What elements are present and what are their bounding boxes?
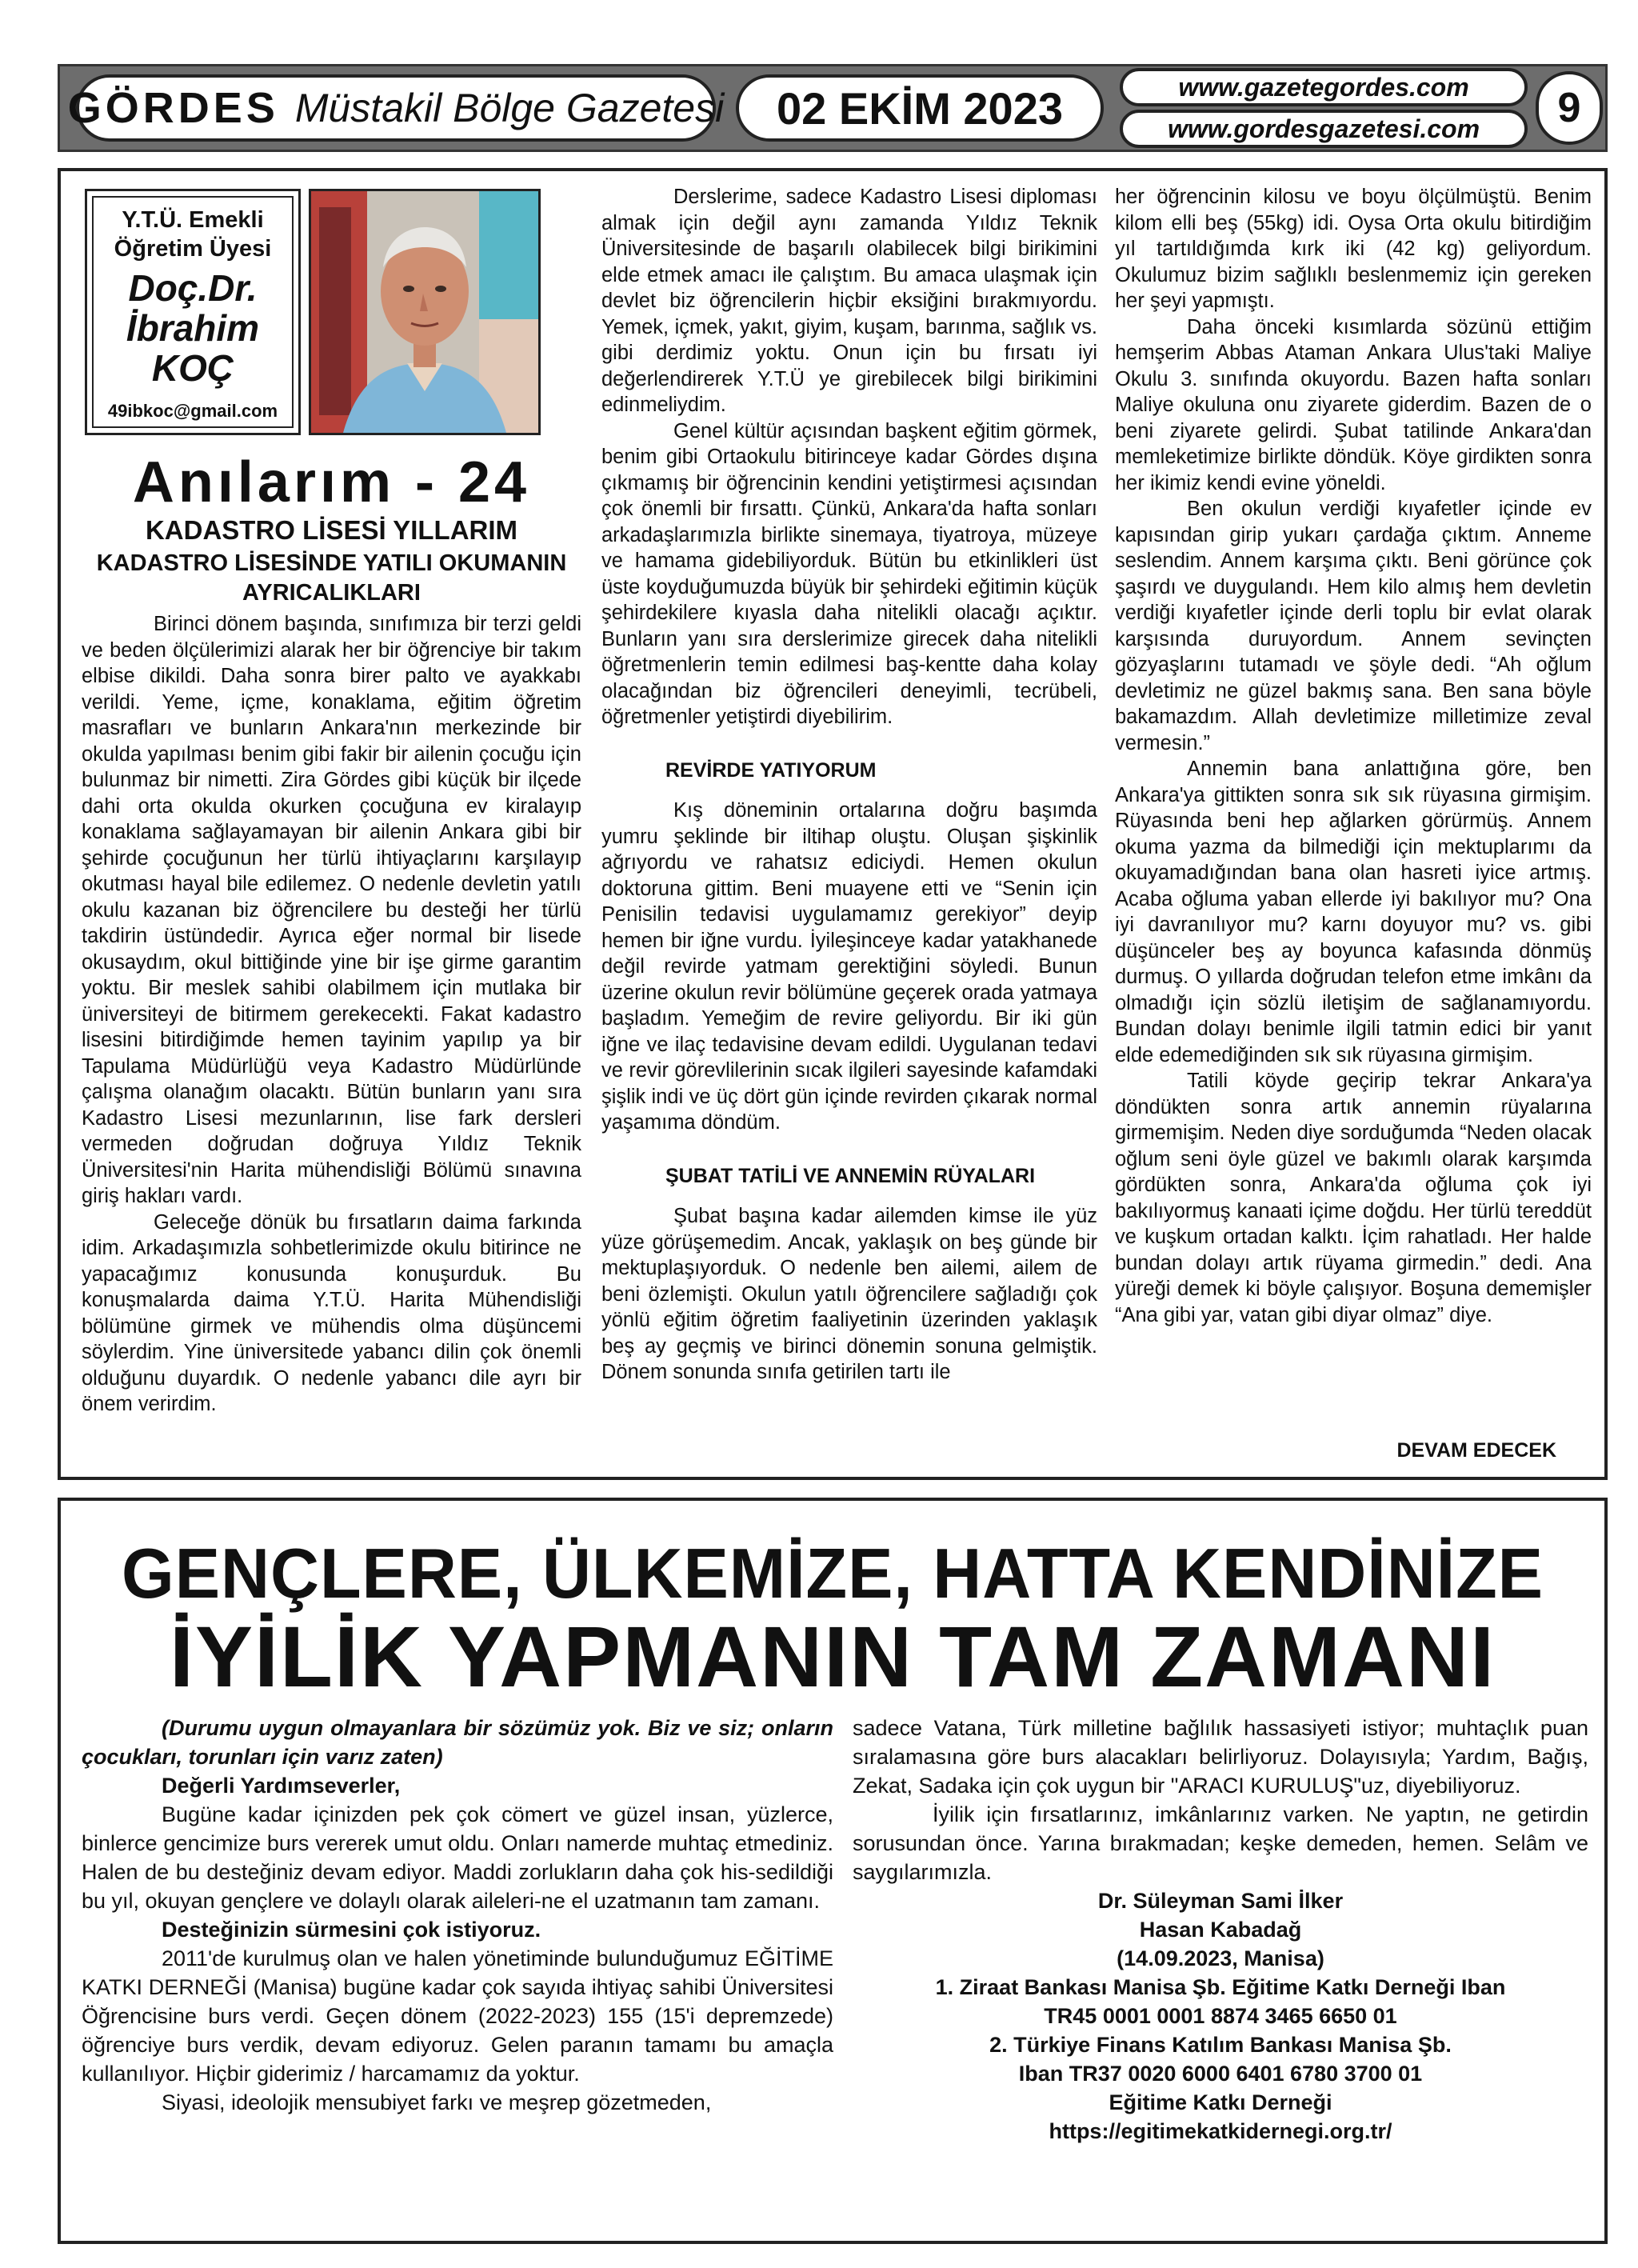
author-photo: [309, 189, 541, 435]
continued-label: DEVAM EDECEK: [1396, 1439, 1556, 1462]
iban-line: Iban TR37 0020 6000 6401 6780 3700 01: [1018, 2062, 1423, 2086]
paragraph: her öğrencinin kilosu ve boyu ölçülmüştü. Benim kilom elli beş (55kg) idi. Oysa Orta okulu bitirdiğim yıl tartıldığımda kırk iki (42 kg) geliyordum. Okulumuz bizim sağlıklı beslenmemiz için gereken her şeyi yapmıştı.: [1115, 186, 1592, 312]
signature-line: Dr. Süleyman Sami İlker: [1097, 1889, 1344, 1913]
article-column-right: [1115, 184, 1592, 1328]
paragraph: Geleceğe dönük bu fırsatların daima farkında idim. Arkadaşımızla sohbetlerimizde okulu bitirince ne yapacağımız konusunda konuşurduk. Bu konuşmalarda daima Y.T.Ü. Harita Mühendisliği bölümüne girmek ve mühendis olma düşüncemi söylerdim. Yine üniversitede yabancı dilin çok önemli olduğunu duyardık. O nedenle yabancı dile ayrı bir önem verirdim.: [82, 1210, 581, 1415]
page-number: 9: [1536, 71, 1603, 145]
paragraph: Birinci dönem başında, sınıfımıza bir terzi geldi ve beden ölçülerimizi alarak her bir öğrenciye bir takım elbise dikildi. Daha sonra birer palto ve ayakkabı verildi. Yeme, içme, konaklama, eğitim öğretim masrafları ve bunların Ankara'nın merkezinde bir okulda yapılması benim gibi fakir bir ailenin çocuğu için bulunmaz bir nimetti. Zira Gördes gibi küçük bir ilçede dahi orta okulda okurken çocuğuna ev kiralayıp konaklama sağlayamayan bir ailenin Ankara gibi bir şehirde çocuğunun her türlü ihtiyaçlarını karşılayıp okutması hayal bile edilemez. O nedenle devletin yatılı okulu kazanan biz öğrencilere bu desteği her türlü takdirin üstündedir. Ayrıca eğer normal bir lisede okusaydım, okul bittiğinde yine bir işe girme garantim yoktu. Bir meslek sahibi olabilmem için mutlaka bir üniversiteyi de bitirmem gerekecekti. Fakat kadastro lisesini bitirdiğimde hemen tayinim yapılıp ya bir Tapulama Müdürlüğü veya Kadastro Müdürlünde çalışma olanağım olacaktı. Bütün bunların yanı sıra Kadastro Lisesi mezunlarının, lise fark dersleri vermeden doğrudan doğruya Yıldız Teknik Üniversitesi'nin Harita mühendisliği Bölümü sınavına giriş hakları vardı.: [82, 613, 581, 1207]
article-column-left: [82, 611, 581, 1418]
section-heading-revir: REVİRDE YATIYORUM: [665, 758, 877, 782]
donation-ad: [58, 1498, 1608, 2244]
paragraph: İyilik için fırsatlarınız, imkânlarınız varken. Ne yaptın, ne getirdin sorusundan önce. Yarına bırakmadan; keşke demeden, hemen. Selâm ve saygılarımızla.: [853, 1802, 1588, 1884]
article-subheadline: KADASTRO LİSESİNDE YATILI OKUMANIN AYRICALIKLARI: [96, 550, 567, 606]
paragraph: Genel kültür açısından başkent eğitim görmek, benim gibi Ortaokulu bitirinceye kadar Gördes dışına çıkmamış bir öğrencinin kendini yetiştirmesi açısından çok önemli bir fırsattı. Çünkü, Ankara'da hafta sonları arkadaşlarımızla birlikte sinemaya, tiyatroya, müzeye ve hamama gidebiliyorduk. Bütün bu etkinlikleri üst üste koyduğumuzda büyük bir şehirdeki eğitimin küçük şehirdekilere kıyasla daha nitelikli olacağı açıktır. Bunların yanı sıra derslerimize girecek daha nitelikli öğretmenlerin temin edilmesi baş-kentte daha kolay olacağından biz öğrencileri deneyimli, tecrübeli, öğretmenler yetiştirdi diyebilirim.: [601, 419, 1097, 728]
paragraph: Tatili köyde geçirip tekrar Ankara'ya döndükten sonra artık annemin rüyalarına girmemişim. Neden diye sorduğumda “Neden olacak oğlum seni öyle güzel ve bakımlı olarak karşımda gördükten sonra, Ankara'da oğluma çok iyi bakılıyormuş kanaati içime doğdu. Her türlü tereddüt ve kuşkum ortadan kalktı. İçim rahatladı. Her halde bundan dolayı artık rüyama girmedin.” dedi. Ana yüreği demek ki böyle çalışıyor. Boşuna dememişler “Ana gibi yar, vatan gibi diyar olmaz” diye.: [1115, 1070, 1592, 1326]
section-heading-subat: ŞUBAT TATİLİ VE ANNEMİN RÜYALARI: [665, 1164, 1036, 1187]
masthead: [58, 64, 1608, 152]
author-name-3: KOÇ: [151, 347, 234, 389]
paragraph: Siyasi, ideolojik mensubiyet farkı ve meşrep gözetmeden,: [162, 2090, 712, 2114]
ad-headline-main: İYİLİK YAPMANIN TAM ZAMANI: [169, 1608, 1496, 1705]
paper-title: [67, 74, 725, 142]
paper-subtitle: Müstakil Bölge Gazetesi: [294, 86, 725, 130]
issue-date: 02 EKİM 2023: [736, 74, 1104, 142]
author-title-2: Öğretim Üyesi: [114, 236, 272, 262]
author-portrait-image: [311, 191, 538, 433]
author-box: [85, 189, 301, 435]
author-name-1: Doç.Dr.: [128, 267, 258, 309]
association-link[interactable]: https://egitimekatkidernegi.org.tr/: [1049, 2119, 1392, 2143]
paragraph: Kış döneminin ortalarına doğru başımda yumru şeklinde bir iltihap oluştu. Oluşan şişkinlik ağrıyordu ve rahatsız ediciydi. Hemen okulun doktoruna gittim. Beni muayene etti ve “Senin için Penisilin tedavisi uygulamamız gerekiyor” deyip hemen bir iğne vurdu. İyileşinceye kadar yatakhanede değil revirde yatmam gerektiğini söyledi. Bunun üzerine okulun revir bölümüne geçerek orada yatmaya başladım. Yemeğim de revire geliyordu. Bir iki gün iğne ve ilaç tedavisine devam edildi. Uygulanan tedavi ve revir görevlilerinin sıcak ilgileri sayesinde kafamdaki şişlik indi ve üç dört gün içinde revirden çıkarak normal yaşamıma döndüm.: [601, 799, 1097, 1134]
website-link-2[interactable]: www.gordesgazetesi.com: [1120, 110, 1528, 148]
paragraph: 2011'de kurulmuş olan ve halen yönetiminde bulunduğumuz EĞİTİME KATKI DERNEĞİ (Manisa) bugüne kadar çok sayıda ihtiyaç sahibi Üniversitesi Öğrencisine burs verdi. Geçen dönem (2022-2023) 155 (15'i depremzede) öğrenciye burs verdik, devam ediyoruz. Gelen paranın tamamı bu amaçla kullanılıyor. Hiçbir giderimiz / harcamamız da yoktur.: [82, 1946, 833, 2086]
bank-line: 1. Ziraat Bankası Manisa Şb. Eğitime Katkı Derneği Iban: [935, 1975, 1506, 1999]
paragraph: Ben okulun verdiği kıyafetler içinde ev kapısından girip yukarı çardağa çıktım. Anneme seslendim. Annem karşıma çıktı. Beni görünce çok şaşırdı ve duygulandı. Hem kilo almış hem devletin verdiği kıyafetler içinde derli toplu bir evlat olarak karşısında duruyordum. Annem sevinçten gözyaşlarını tutamadı ve şöyle dedi. “Ah oğlum devletimiz ne güzel bakmış sana. Ben sana böyle bakamazdım. Allah devletimize milletimize zeval vermesin.”: [1115, 498, 1592, 754]
paragraph: Derslerime, sadece Kadastro Lisesi diploması almak için değil aynı zamanda Yıldız Teknik Üniversitesinde de başarılı olabilecek bilgi birikimini elde etmek amacı ile çalıştım. Bu amaca ulaşmak için devlet biz öğrencilerin hiçbir eksiğini bırakmıyordu. Yemek, içmek, yakıt, giyim, kuşam, barınma, sağlık vs. gibi derdimiz yoktu. Onun için bu fırsatı iyi değerlendirerek Y.T.Ü ye girebilecek bilgi birikimini edinmeliydim.: [601, 186, 1097, 416]
iban-line: TR45 0001 0001 8874 3465 6650 01: [1044, 2004, 1397, 2028]
paragraph: Annemin bana anlattığına göre, ben Ankara'ya gittikten sonra sık sık rüyasına girmişim. Rüyasında beni hep ağlarken görürmüş. Annem okuma yazma da bilmediği için mektuplarımı da okuyamadığından bana olan hasreti iyice artmış. Acaba oğluma yaban ellerde iyi bakılıyor mu? Ona iyi davranılıyor mu? karnı doyuyor mu? vs. gibi düşünceler beş ay boyunca kafasında dönmüş durmuş. O yıllarda doğrudan telefon etme imkânı da olmadığı için sözlü iletişim de sağlanamıyordu. Bundan dolayı benimle ilgili tatmin edici bir yanıt elde edemediğinden sık sık rüyasına girmişim.: [1115, 758, 1592, 1066]
author-name-2: İbrahim: [126, 307, 260, 349]
signature-line: Hasan Kabadağ: [1139, 1918, 1302, 1942]
article-column-middle: [601, 184, 1097, 1386]
paper-name: GÖRDES: [67, 84, 279, 132]
signature-line: (14.09.2023, Manisa): [1117, 1946, 1324, 1970]
paragraph: Daha önceki kısımlarda sözünü ettiğim hemşerim Abbas Ataman Ankara Ulus'taki Maliye Okulu 3. sınıfında okuyordu. Bazen hafta sonları Maliye okuluna onu ziyarete giderdim. Bazen de o beni ziyarete gelirdi. Şubat tatilinde Ankara'dan memleketimize birlikte döndük. Köye girdikten sonra her ikimiz kendi evine yöneldi.: [1115, 315, 1592, 494]
ad-column-right: [853, 1714, 1588, 2146]
article: [58, 168, 1608, 1480]
ad-request: Desteğinizin sürmesini çok istiyoruz.: [162, 1918, 541, 1942]
paragraph: Şubat başına kadar ailemden kimse ile yüz yüze görüşemedim. Ancak, yaklaşık on beş günde bir mektuplaşıyorduk. O nedenle ben ailemi, ailem de beni özlemişti. Okulun yatılı öğrencilere sağladığı çok yönlü eğitim öğretim faaliyetinin üzerinden yaklaşık beş ay geçmiş ve birinci dönemin sonuna gelmiştik. Dönem sonunda sınıfa getirilen tartı ile: [601, 1205, 1097, 1383]
author-email[interactable]: 49ibkoc@gmail.com: [107, 401, 278, 421]
ad-headline: GENÇLERE, ÜLKEMİZE, HATTA KENDİNİZE: [122, 1534, 1544, 1613]
article-headline: KADASTRO LİSESİ YILLARIM: [145, 515, 518, 545]
bank-line: 2. Türkiye Finans Katılım Bankası Manisa Şb.: [989, 2033, 1452, 2057]
ad-greeting: Değerli Yardımseverler,: [162, 1774, 401, 1798]
ad-intro: (Durumu uygun olmayanlara bir sözümüz yok. Biz ve siz; onların çocukları, torunları için varız zaten): [82, 1716, 833, 1769]
website-link-1[interactable]: www.gazetegordes.com: [1120, 68, 1528, 106]
paragraph: Bugüne kadar içinizden pek çok cömert ve güzel insan, yüzlerce, binlerce gencimize burs vererek umut oldu. Onları namerde muhtaç etmediniz. Halen de bu desteğiniz devam ediyor. Maddi zorlukların daha çok his-sedildiği bu yıl, okuyan gençlere ve dolaylı olarak aileleri-ne el uzatmanın tam zamanı.: [82, 1802, 833, 1913]
association-name: Eğitime Katkı Derneği: [1109, 2090, 1332, 2114]
paragraph: sadece Vatana, Türk milletine bağlılık hassasiyeti istiyor; muhtaçlık puan sıralamasına göre burs alacakları belirliyoruz. Dolayısıyla; Yardım, Bağış, Zekat, Sadaka için çok uygun bir "ARACI KURULUŞ"uz, diyebiliyoruz.: [853, 1716, 1588, 1798]
author-box-border: [92, 196, 294, 428]
series-title: Anılarım - 24: [132, 450, 531, 514]
author-title-1: Y.T.Ü. Emekli: [122, 207, 264, 233]
ad-column-left: [82, 1714, 833, 2117]
